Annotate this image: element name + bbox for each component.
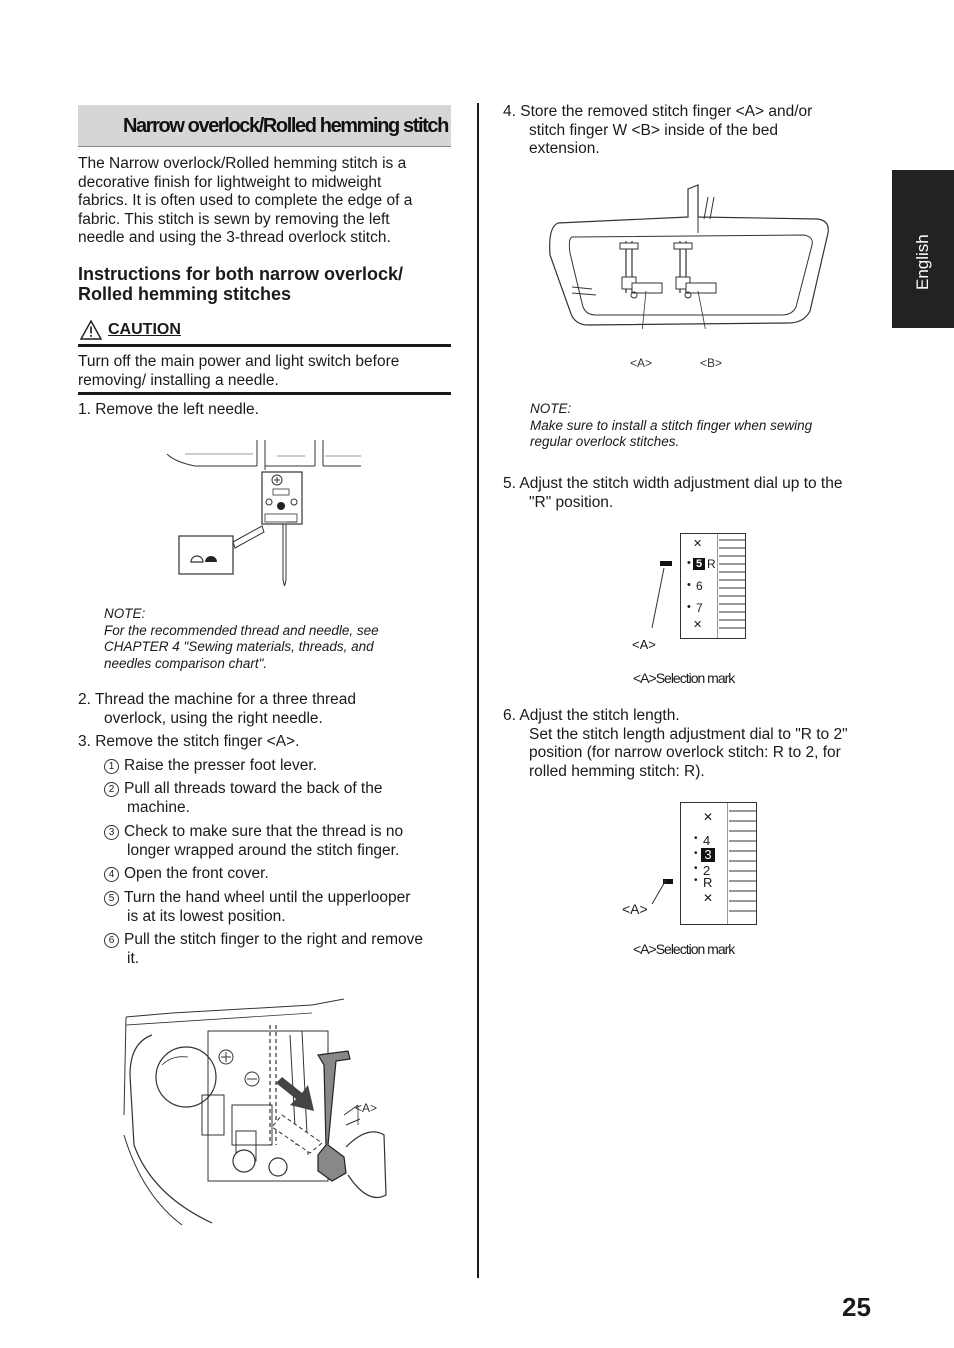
leader-line: [648, 568, 668, 630]
note-stitch-finger: NOTE: Make sure to install a stitch finger when sewing regular overlock stitches.: [530, 401, 813, 449]
substep-number: 6: [104, 933, 119, 948]
needle-removal-figure: [165, 440, 365, 588]
dial-dot: •: [687, 601, 691, 613]
dial1-selected: 5: [693, 558, 705, 570]
dial-dot: •: [694, 833, 698, 844]
substep-number: 1: [104, 759, 119, 774]
substep-5: 5 Turn the hand wheel until the upperlooper is at its lowest position.: [104, 889, 454, 926]
dial-scale-lines: [717, 534, 745, 638]
dial-dot: •: [694, 875, 698, 886]
side-tab-label: English: [913, 234, 932, 290]
substep-2: 2 Pull all threads toward the back of the machine.: [104, 780, 454, 817]
warning-triangle-icon: [80, 320, 102, 340]
dial-dot: •: [694, 848, 698, 859]
dial1-label-a: <A>: [632, 637, 656, 652]
fig3-label-a: <A>: [355, 1101, 378, 1115]
column-divider: [477, 103, 479, 1278]
step-4: 4. Store the removed stitch finger <A> and/or stitch finger W <B> inside of the bed extension.: [503, 103, 813, 158]
short-stitch-icon: ✕: [703, 891, 714, 905]
step-6: 6. Adjust the stitch length. Set the stitch length adjustment dial to "R to 2" position (for narrow overlock stitch: R to 2, for rolled hemming stitch: R).: [503, 707, 848, 780]
fig4-label-b: <B>: [700, 356, 723, 370]
language-side-tab: [892, 170, 954, 328]
page-number: 25: [842, 1292, 871, 1322]
substep-number: 3: [104, 825, 119, 840]
dial-dot: •: [687, 579, 691, 591]
dial1-caption: <A>Selection mark: [633, 670, 735, 686]
substep-6: 6 Pull the stitch finger to the right and remove it.: [104, 931, 454, 968]
substep-number: 2: [104, 782, 119, 797]
caution-label: CAUTION: [108, 321, 181, 338]
stitch-finger-removal-figure: [122, 995, 388, 1227]
subheading: Instructions for both narrow overlock/ Rolled hemming stitches: [78, 264, 404, 304]
dial-scale-lines: [727, 803, 756, 924]
dial1-item: 7: [696, 601, 703, 615]
narrow-stitch-icon: ✕: [693, 619, 703, 631]
dial-dot: •: [694, 863, 698, 874]
dial-dot: •: [687, 557, 691, 569]
stitch-width-dial: [680, 533, 746, 639]
bed-extension-figure: [548, 183, 832, 329]
dial2-item: R: [703, 875, 713, 890]
caution-text: Turn off the main power and light switch before removing/ installing a needle.: [78, 353, 400, 389]
note-needle: NOTE: For the recommended thread and needle, see CHAPTER 4 "Sewing materials, threads, and needles comparison chart".: [104, 606, 379, 671]
caution-heading: [80, 319, 200, 343]
step-1: 1. Remove the left needle.: [78, 401, 259, 418]
substep-4: 4 Open the front cover.: [104, 865, 454, 884]
step-5: 5. Adjust the stitch width adjustment dial up to the "R" position.: [503, 475, 843, 511]
leader-line: [650, 880, 670, 910]
dial2-item: 2: [703, 863, 711, 878]
stitch-length-dial: [680, 802, 757, 925]
dial2-label-a: <A>: [622, 901, 648, 917]
wide-stitch-icon: ✕: [693, 538, 703, 550]
caution-rule-bottom: [78, 392, 451, 395]
dial2-item: 4: [703, 833, 711, 848]
section-title-bar: [78, 105, 451, 147]
selection-mark: [660, 561, 672, 566]
step-3: 3. Remove the stitch finger <A>.: [78, 733, 300, 750]
step-2: 2. Thread the machine for a three thread overlock, using the right needle.: [78, 691, 357, 727]
dial2-selected: 3: [701, 848, 715, 862]
substep-3: 3 Check to make sure that the thread is no longer wrapped around the stitch finger.: [104, 823, 454, 860]
substep-number: 5: [104, 891, 119, 906]
substep-1: 1 Raise the presser foot lever.: [104, 757, 454, 776]
dial1-item: 6: [696, 579, 703, 593]
dial1-item: R: [707, 557, 716, 571]
section-title: Narrow overlock/Rolled hemming stitch: [123, 115, 448, 137]
long-stitch-icon: ✕: [703, 810, 714, 824]
caution-rule-top: [78, 344, 451, 347]
substep-number: 4: [104, 867, 119, 882]
intro-paragraph: The Narrow overlock/Rolled hemming stitch is a decorative finish for lightweight to midweight fabrics. It is often used to complete the edge of a fabric. This stitch is sewn by removing the left needle and using the 3-thread overlock stitch.: [78, 155, 413, 247]
fig4-label-a: <A>: [630, 356, 653, 370]
dial2-caption: <A>Selection mark: [633, 941, 735, 957]
